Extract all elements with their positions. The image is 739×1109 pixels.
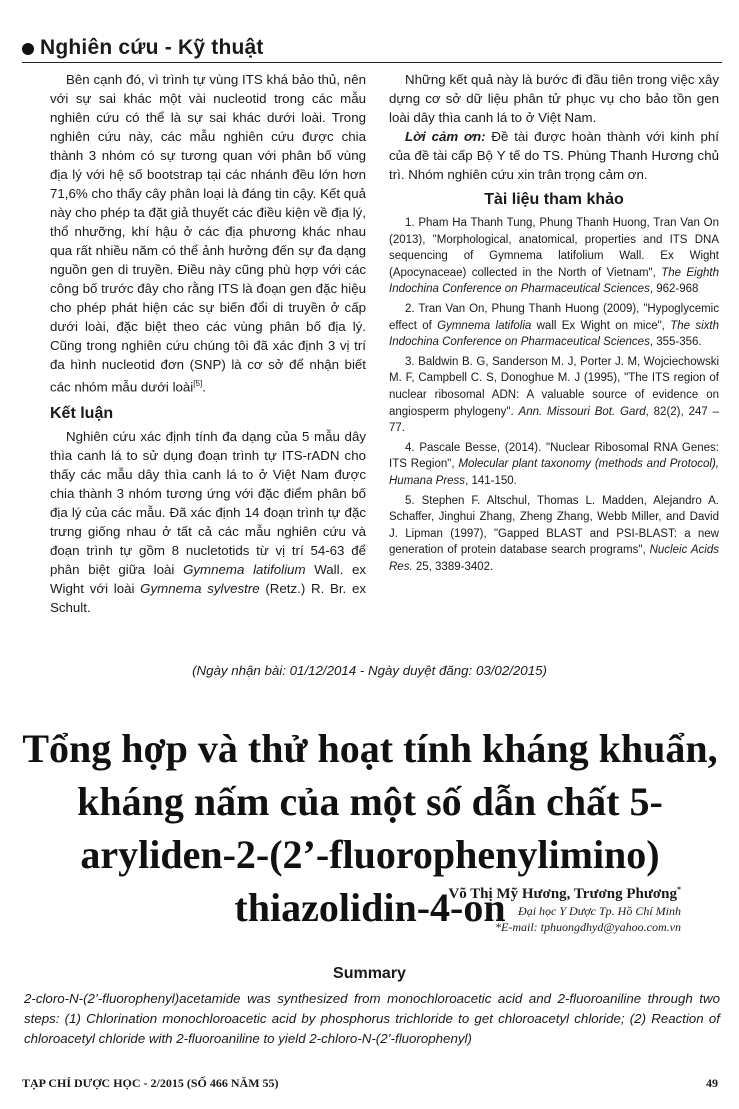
ref-text: 2. Tran Van On, Phung Thanh Huong (2009), "Hypoglycemic effect of	[389, 302, 719, 332]
species-name: Gymnema latifolium	[183, 562, 306, 578]
bullet-icon	[22, 43, 34, 55]
author-names	[448, 885, 681, 903]
citation-superscript: [5]	[193, 379, 203, 388]
author-list: Võ Thị Mỹ Hương, Trương Phương	[448, 886, 677, 902]
ref-text: 4. Pascale Besse, (2014). "Nuclear Ribosomal RNA Genes: ITS Region",	[389, 441, 719, 471]
affiliation: Đại học Y Dược Tp. Hồ Chí Minh	[518, 904, 681, 918]
paragraph-text: Bên cạnh đó, vì trình tự vùng ITS khá bảo thủ, nên với sự sai khác một vài nucleotid trong các mẫu nghiên cứu có thể là sự sai khác dưới loài. Trong nghiên cứu này, các mẫu nghiên cứu được chia thành 3 nhóm có sự tương quan với phân bố vùng địa lý với hệ số bootstrap tại các nhánh đều lớn hơn 71,6% cho thấy cây phân loại là đáng tin cậy. Kết quả này cho phép ta đặt giả thuyết các điều kiện về địa lý, thổ nhưỡng, khí hậu ở các địa phương khác nhau qua rất nhiều năm có thể ảnh hưởng đến sự đa dạng nguồn gen di truyền. Điều này cũng phù hợp với các công bố trước đây cho rằng ITS là đoạn gen đặc hiệu cho phép phát hiện các sự biến đổi di truyền ở cấp dưới loài, đặc biệt theo các vùng phân bố địa lý. Cũng trong nghiên cứu chúng tôi đã xác định 3 vị trí đa hình nucleotid đơn (SNP) là cơ sở để nhận biết các nhóm mẫu dưới loài	[50, 72, 366, 395]
reference-item	[389, 493, 719, 576]
body-paragraph: Những kết quả này là bước đi đầu tiên trong việc xây dựng cơ sở dữ liệu phân tử phục vụ cho bảo tồn gen loài dây thìa canh lá to ở Việt Nam.	[389, 72, 719, 125]
article-title: Tổng hợp và thử hoạt tính kháng khuẩn, kháng nấm của một số dẫn chất 5-aryliden-2-(2’-fluorophenylimino) thiazolidin-4-on	[22, 726, 718, 930]
ref-source: Ann. Missouri Bot. Gard	[518, 405, 646, 418]
reference-item	[389, 301, 719, 351]
ref-text: , 82(2), 247 –77.	[389, 405, 720, 435]
ref-text: 1. Pham Ha Thanh Tung, Phung Thanh Huong, Tran Van On (2013), "Morphological, anatomical, properties and ITS DNA sequencing of Gymnema latifolium Wall. Ex Wight (Apocynaceae) collected in the North of Vietnam",	[389, 217, 719, 279]
ref-source: Nucleic Acids Res.	[389, 544, 719, 573]
reference-list	[389, 215, 719, 575]
ref-text: 25, 3389-3402.	[412, 560, 494, 573]
conclusion-text: Wall. ex Wight với loài	[50, 562, 366, 597]
ref-text: , 355-356.	[649, 336, 702, 349]
section-header	[22, 34, 722, 63]
conclusion-text: (Retz.) R. Br. ex Schult.	[50, 581, 367, 616]
ref-text: 5. Stephen F. Altschul, Thomas L. Madden, Alejandro A. Schaffer, Jinghui Zhang, Zheng Zhang, Webb Miller, and David J. Lipman (1997), "Gapped BLAST and PSI-BLAST: a new generation of protein database search programs",	[389, 494, 719, 557]
reference-item	[389, 440, 719, 490]
body-paragraph	[50, 70, 366, 396]
left-column	[50, 70, 366, 617]
ref-source: The sixth Indochina Conference on Pharmaceutical Sciences	[389, 319, 719, 349]
acknowledgement-text: Đề tài được hoàn thành với kinh phí của đề tài cấp Bộ Y tế do TS. Phùng Thanh Hương chủ trì. Nhóm nghiên cứu xin trân trọng cảm ơn.	[389, 129, 719, 182]
conclusion-text: Nghiên cứu xác định tính đa dạng của 5 mẫu dây thìa canh lá to sử dụng đoạn trình tự ITS-rADN cho thấy các mẫu dây thìa canh lá to ở Việt Nam được chia thành 3 nhóm tương ứng với đặc điểm phân bố địa lý của các mẫu. Đã xác định 14 đoạn trình tự đặc trưng giống nhau ở tất cả các mẫu nghiên cứu và đoạn trình tự gồm 8 nucletotids từ vị trí 54-63 để phân biệt giữa loài	[50, 429, 366, 578]
ref-text: wall Ex Wight on mice",	[531, 319, 671, 332]
paragraph-end: .	[202, 379, 206, 395]
ref-source: The Eighth Indochina Conference on Pharmaceutical Sciences	[389, 266, 719, 296]
ref-source: Molecular plant taxonomy (methods and Protocol), Humana Press	[389, 458, 719, 487]
references-heading: Tài liệu tham khảo	[484, 191, 624, 208]
journal-name: TẠP CHÍ DƯỢC HỌC - 2/2015 (SỐ 466 NĂM 55)	[22, 1076, 279, 1090]
section-title: Nghiên cứu - Kỹ thuật	[40, 36, 264, 59]
summary-heading: Summary	[333, 965, 406, 982]
summary-text: 2-cloro-N-(2’-fluorophenyl)acetamide was synthesized from monochloroacetic acid and 2-fluoroaniline through two steps: (1) Chlorination monochloroacetic acid by phosphorus trichloride to get chloroacetyl chloride; (2) Reaction of chloroacetyl chloride with 2-fluoroaniline to yield 2-chloro-N-(2’-fluorophenyl)	[24, 991, 720, 1046]
ref-text: , 962-968	[649, 283, 699, 296]
author-mark: *	[677, 885, 681, 894]
page-footer	[22, 1076, 718, 1091]
conclusion-paragraph	[50, 427, 366, 617]
author-block	[448, 885, 681, 935]
reference-item	[389, 354, 719, 437]
contact-email: *E-mail: tphuongdhyd@yahoo.com.vn	[495, 920, 681, 934]
conclusion-heading: Kết luận	[50, 405, 114, 423]
ref-text: 3. Baldwin B. G, Sanderson M. J, Porter J. M, Wojciechowski M. F, Campbell C. S, Donoghue M. J (1995), "The ITS region of nuclear ribosomal ADN: A valuable source of evidence on angiosperm phylogeny".	[389, 355, 719, 418]
page-number: 49	[706, 1076, 718, 1090]
reference-item	[389, 215, 719, 298]
right-column	[389, 70, 719, 578]
received-accepted-dates: (Ngày nhận bài: 01/12/2014 - Ngày duyệt đăng: 03/02/2015)	[192, 663, 547, 678]
species-name: Gymnema sylvestre	[140, 581, 260, 597]
ref-text: , 141-150.	[465, 474, 517, 487]
acknowledgement-label: Lời cảm ơn:	[405, 129, 486, 144]
ref-species: Gymnema latifolia	[437, 319, 532, 332]
acknowledgement	[389, 127, 719, 184]
